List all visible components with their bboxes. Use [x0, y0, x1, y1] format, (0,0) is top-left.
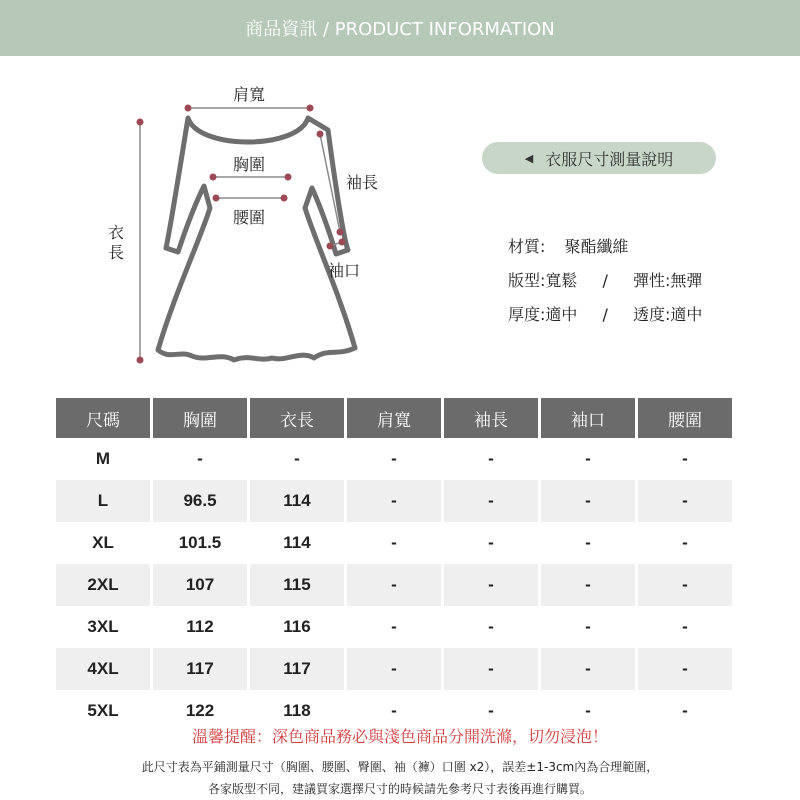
dress-diagram: [100, 80, 400, 390]
size-table: [53, 398, 735, 732]
measurement-cell: -: [638, 648, 732, 690]
triangle-left-icon: ◀: [524, 151, 534, 165]
label-length-top: 衣: [108, 223, 125, 242]
spec-thickness: 厚度:適中: [508, 305, 578, 324]
measurement-cell: -: [682, 617, 688, 636]
measurement-cell: -: [682, 449, 688, 468]
measurement-cell: 112: [186, 617, 214, 636]
header-shoulder: 肩寬: [347, 398, 441, 438]
measurement-cell: -: [541, 480, 635, 522]
spec-thickness-row: [508, 298, 702, 332]
table-row: [56, 606, 732, 648]
measurement-cell: -: [197, 449, 203, 468]
measurement-cell: -: [585, 449, 591, 468]
measurement-cell: 115: [250, 564, 344, 606]
measurement-cell: 117: [153, 648, 247, 690]
header-size: 尺碼: [56, 398, 150, 438]
measurement-cell: -: [585, 617, 591, 636]
size-cell: 5XL: [87, 701, 119, 720]
measurement-cell: -: [638, 480, 732, 522]
measurement-cell: 122: [185, 701, 215, 720]
table-row: [56, 564, 732, 606]
size-cell: L: [56, 480, 150, 522]
header-length: 衣長: [250, 398, 344, 438]
label-chest: 胸圍: [233, 155, 266, 174]
wash-notice: 溫馨提醒：深色商品務必與淺色商品分開洗滌，切勿浸泡！: [191, 727, 608, 746]
measurement-cell: -: [347, 480, 441, 522]
dress-outline-illustration: [100, 80, 400, 390]
measurement-cell: -: [391, 701, 397, 720]
table-row: [56, 480, 732, 522]
spec-separator: /: [602, 305, 608, 324]
label-cuff: 袖口: [328, 261, 361, 280]
measurement-cell: -: [488, 449, 494, 468]
header-cuff: 袖口: [541, 398, 635, 438]
size-cell: 3XL: [87, 617, 119, 636]
measurement-cell: -: [391, 617, 397, 636]
size-table-body: [56, 438, 732, 732]
header-chest: 胸圍: [153, 398, 247, 438]
measurement-note-2: 各家版型不同，建議買家選擇尺寸的時候請先參考尺寸表後再進行購買。: [207, 782, 592, 796]
measurement-cell: -: [294, 449, 300, 468]
label-shoulder: 肩寬: [233, 85, 266, 104]
measurement-note-1: 此尺寸表為平鋪測量尺寸（胸圍、腰圍、臀圍、袖（褲）口圍 x2），誤差±1-3cm內為合理範圍，: [141, 760, 659, 774]
measurement-cell: 101.5: [178, 533, 222, 552]
measurement-cell: -: [444, 480, 538, 522]
table-row: [56, 438, 732, 480]
measurement-cell: 117: [250, 648, 344, 690]
spec-material-value: 聚酯纖維: [564, 237, 629, 256]
measurement-cell: 118: [283, 701, 311, 720]
spec-material-label: 材質:: [508, 237, 546, 256]
header-sleeve: 袖長: [444, 398, 538, 438]
measurement-cell: 114: [283, 533, 311, 552]
measurement-cell: -: [391, 533, 397, 552]
measurement-cell: -: [682, 701, 688, 720]
measurement-cell: -: [347, 648, 441, 690]
header-title: 商品資訊 / PRODUCT INFORMATION: [245, 19, 555, 40]
measurement-cell: -: [488, 617, 494, 636]
header-waist: 腰圍: [638, 398, 732, 438]
measurement-cell: 116: [283, 617, 311, 636]
size-table-header: [56, 398, 732, 438]
size-cell: 4XL: [56, 648, 150, 690]
measurement-cell: -: [682, 533, 688, 552]
measurement-cell: 114: [250, 480, 344, 522]
product-specs: [508, 230, 702, 332]
size-cell: 2XL: [56, 564, 150, 606]
measurement-cell: -: [541, 564, 635, 606]
size-cell: XL: [92, 533, 114, 552]
measurement-cell: -: [585, 701, 591, 720]
spec-transparency: 透度:適中: [632, 305, 703, 324]
measurement-cell: -: [585, 533, 591, 552]
spec-elasticity: 彈性:無彈: [632, 271, 703, 290]
spec-material-row: [508, 230, 702, 264]
measurement-cell: -: [541, 648, 635, 690]
measurement-cell: 107: [153, 564, 247, 606]
measurement-guide-label: 衣服尺寸測量說明: [545, 149, 674, 169]
table-row: [56, 648, 732, 690]
measurement-cell: -: [488, 533, 494, 552]
measurement-cell: -: [488, 701, 494, 720]
measurement-cell: -: [638, 564, 732, 606]
measurement-cell: 96.5: [153, 480, 247, 522]
table-row: [56, 522, 732, 564]
measurement-cell: -: [444, 648, 538, 690]
measurement-cell: -: [444, 564, 538, 606]
spec-separator: /: [602, 271, 608, 290]
spec-fit-row: [508, 264, 702, 298]
label-length-bottom: 長: [108, 243, 125, 262]
size-cell: M: [95, 449, 111, 468]
spec-fit: 版型:寬鬆: [508, 271, 578, 290]
label-sleeve-length: 袖長: [346, 173, 379, 192]
measurement-cell: -: [391, 449, 397, 468]
label-waist: 腰圍: [233, 208, 266, 227]
measurement-guide-button[interactable]: [482, 142, 716, 174]
header-bar: [0, 0, 800, 56]
measurement-cell: -: [347, 564, 441, 606]
